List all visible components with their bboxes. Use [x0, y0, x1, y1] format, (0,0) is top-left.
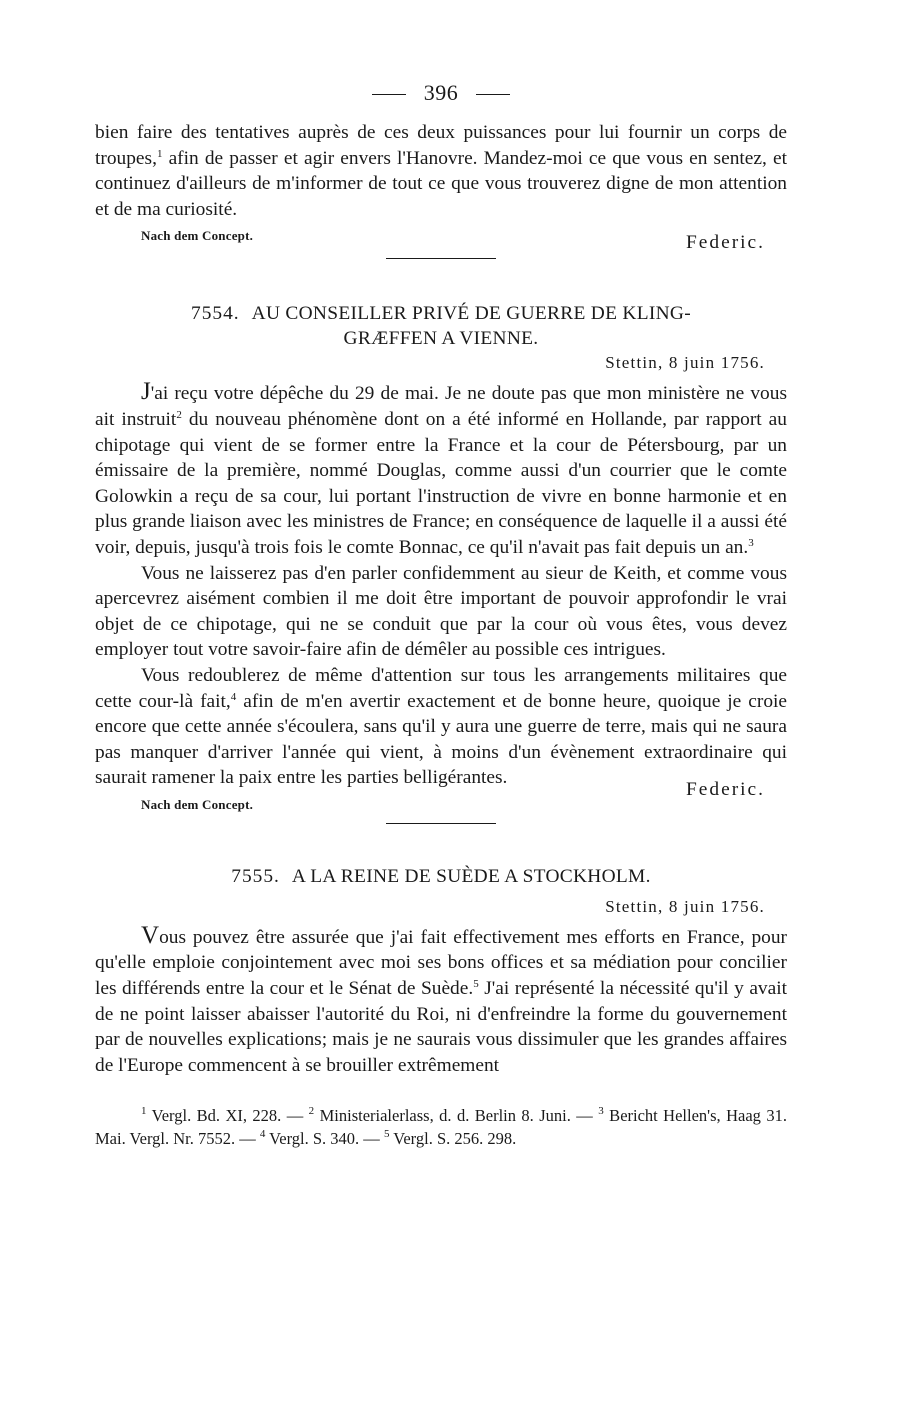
letter-7554-paragraph-3 — [95, 663, 787, 791]
footnote-ref-3[interactable]: 3 — [748, 536, 754, 549]
paragraph-text: J'ai représenté la nécessité qu'il y avait de ne point laisser abaisser l'autorité du Roi, ni d'enfreindre la forme du gouvernement par de nouvelles explications; mais je ne saurais vous dissimuler que les grandes affaires de l'Europe commencent à se brouiller extrêmement — [95, 978, 787, 1076]
paragraph-text: afin de m'en avertir exactement et de bonne heure, quoique je croie encore que cette année s'écoulera, sans qu'il y aura une guerre de terre, mais qui ne saura pas manquer d'arriver l'année qui vient, à moins d'un évènement extraordinaire qui saurait ramener la paix entre les parties belligérantes. — [95, 690, 788, 789]
letter-7554-paragraph-2: Vous ne laisserez pas d'en parler confidemment au sieur de Keith, et comme vous apercevrez aisément combien il me doit être important de pouvoir approfondir le vrai objet de ce chipotage, qui ne se conduit que par la cour où vous êtes, vous devez employer tout votre savoir-faire afin de démêler au possible ces intrigues. — [95, 562, 787, 661]
letter-heading-7555 — [95, 864, 787, 889]
paragraph-text: 'ai reçu votre dépêche du 29 de mai. Je ne doute pas que mon ministère ne vous ait instruit — [95, 383, 787, 430]
header-dash-right — [476, 94, 510, 95]
letter-7554-signature-row — [95, 778, 787, 819]
letter-7554-paragraph-1 — [95, 379, 787, 560]
signature: Federic. — [686, 232, 765, 254]
footnote-mark-5: 5 — [383, 1128, 390, 1141]
footnote-mark-3: 3 — [598, 1105, 604, 1118]
source-note: Nach dem Concept. — [141, 796, 254, 812]
letter-7555-paragraph-1 — [95, 923, 787, 1079]
footnote-1: Vergl. Bd. XI, 228. — — [146, 1106, 309, 1126]
continuation-text-1: bien faire des tentatives auprès de ces deux puissances pour lui fournir un corps de troupes, — [95, 122, 787, 169]
paragraph-text: du nouveau phénomène dont on a été informé en Hollande, par rapport au chipotage qui vient de se former entre la France et la cour de Pétersbourg, par un émissaire de la première, nommé Douglas, comme aussi d'un courrier que le comte Golowkin a reçu de sa cour, lui portant l'instruction de vivre en bonne harmonie et en plus grande liaison avec les ministres de France; en conséquence de laquelle il a aussi été voir, depuis, jusqu'à trois fois le comte Bonnac, ce qu'il n'avait pas fait depuis un an. — [95, 408, 787, 558]
footnote-5: Vergl. S. 256. 298. — [389, 1129, 517, 1149]
letter-number: 7554. — [191, 303, 240, 325]
footnote-3: Bericht Hellen's, Haag 31. Mai. Vergl. Nr. 7552. — — [95, 1106, 787, 1149]
footnote-4: Vergl. S. 340. — — [265, 1129, 384, 1149]
page-header — [95, 80, 787, 106]
letter-number: 7555. — [231, 865, 280, 887]
document-page — [95, 80, 787, 1150]
header-dash-left — [372, 94, 406, 95]
dateline: Stettin, 8 juin 1756. — [605, 896, 765, 916]
footnote-mark-2: 2 — [308, 1105, 315, 1118]
letter-heading-7554 — [95, 301, 787, 351]
footnote-mark-1: 1 — [141, 1105, 147, 1118]
footnote-mark-4: 4 — [259, 1128, 266, 1141]
signature: Federic. — [686, 778, 765, 800]
footnote-ref-4[interactable]: 4 — [230, 690, 237, 703]
dropcap: V — [141, 921, 160, 949]
heading-line-1: AU CONSEILLER PRIVÉ DE GUERRE DE KLING- — [251, 303, 691, 325]
footnote-2: Ministerialerlass, d. d. Berlin 8. Juni. — — [314, 1106, 599, 1126]
footnote-text — [95, 1104, 787, 1150]
source-note: Nach dem Concept. — [141, 228, 254, 244]
footnote-ref-2[interactable]: 2 — [176, 408, 182, 421]
continuation-text-2: afin de passer et agir envers l'Hanovre. Mandez-moi ce que vous en sentez, et continuez d'ailleurs de m'informer de tout ce que vous trouverez digne de mon attention et de ma curiosité. — [95, 147, 787, 220]
dateline: Stettin, 8 juin 1756. — [605, 353, 765, 373]
footnote-ref-5[interactable]: 5 — [473, 978, 479, 991]
continuation-signature-row — [95, 228, 787, 254]
continuation-paragraph — [95, 120, 787, 222]
heading-line-2: GRÆFFEN A VIENNE. — [343, 328, 539, 350]
heading-line: A LA REINE DE SUÈDE A STOCKHOLM. — [291, 865, 651, 887]
paragraph-text: Vous redoublerez de même d'attention sur tous les arrangements militaires que cette cour-là fait, — [95, 664, 787, 712]
dropcap: J — [141, 378, 151, 406]
footnotes — [95, 1104, 787, 1150]
page-number: 396 — [423, 80, 459, 105]
footnote-ref-1[interactable]: 1 — [156, 147, 163, 160]
paragraph-text: ous pouvez être assurée que j'ai fait effectivement mes efforts en France, pour qu'elle emploie conjointement avec moi ses bons offices et sa médiation pour concilier les différends entre la cour et le Sénat de Suède. — [95, 926, 787, 1000]
